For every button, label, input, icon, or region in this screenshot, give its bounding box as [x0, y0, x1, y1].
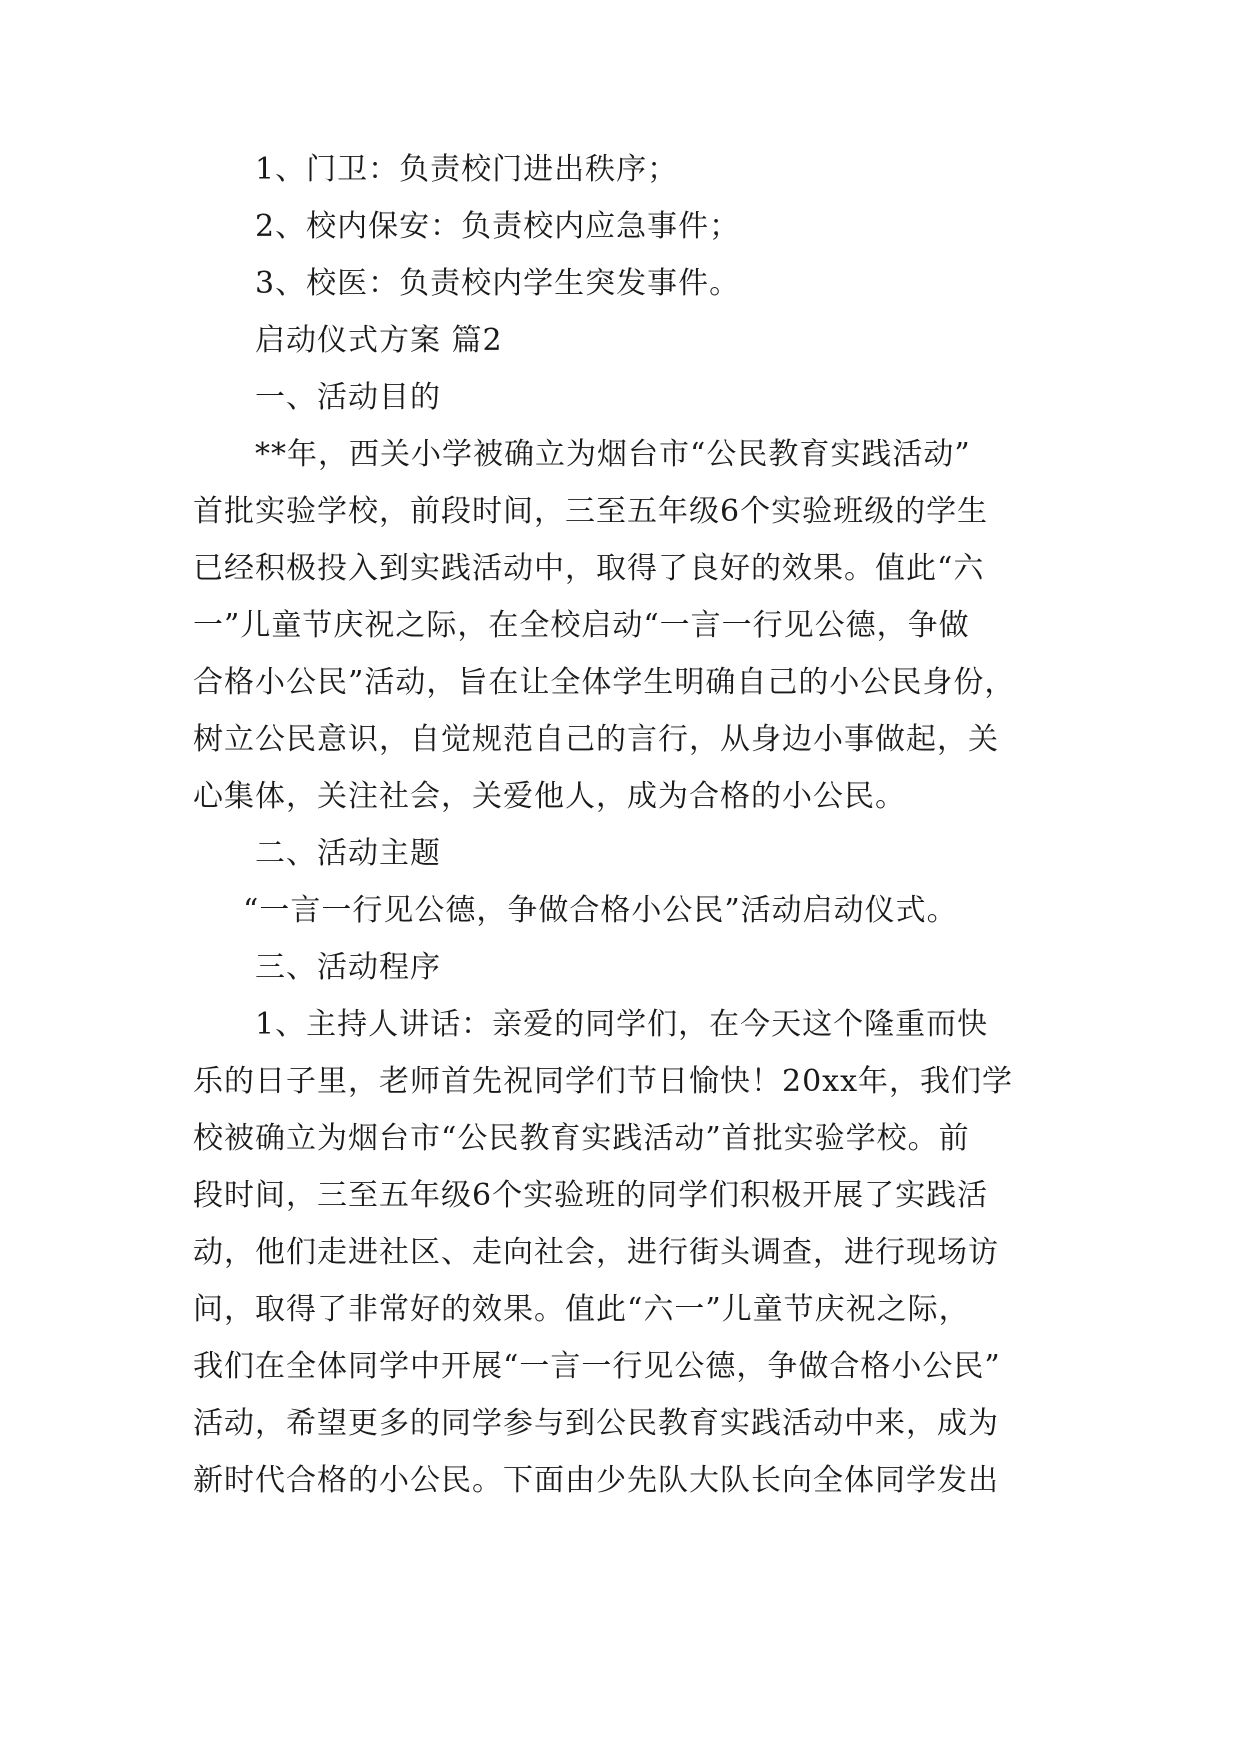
- paragraph-line: 合格小公民”活动，旨在让全体学生明确自己的小公民身份，: [193, 665, 1016, 700]
- list-item-doctor: 3、校医：负责校内学生突发事件。: [255, 266, 741, 301]
- paragraph-line: 段时间，三至五年级6个实验班的同学们积极开展了实践活: [193, 1178, 989, 1213]
- paragraph-line: 一”儿童节庆祝之际，在全校启动“一言一行见公德，争做: [193, 608, 970, 643]
- list-item-guard: 1、门卫：负责校门进出秩序；: [255, 152, 679, 187]
- paragraph-line: 动，他们走进社区、走向社会，进行街头调查，进行现场访: [193, 1235, 999, 1270]
- paragraph-line: 新时代合格的小公民。下面由少先队大队长向全体同学发出: [193, 1463, 999, 1498]
- theme-text: “一言一行见公德，争做合格小公民”活动启动仪式。: [243, 893, 958, 928]
- paragraph-line: 1、主持人讲话：亲爱的同学们，在今天这个隆重而快: [255, 1007, 989, 1042]
- paragraph-line: 首批实验学校，前段时间，三至五年级6个实验班级的学生: [193, 494, 989, 529]
- heading-purpose: 一、活动目的: [255, 380, 441, 415]
- paragraph-line: 乐的日子里，老师首先祝同学们节日愉快！20xx年，我们学: [193, 1064, 1014, 1099]
- paragraph-line: **年，西关小学被确立为烟台市“公民教育实践活动”: [255, 437, 971, 472]
- paragraph-line: 我们在全体同学中开展“一言一行见公德，争做合格小公民”: [193, 1349, 1001, 1384]
- paragraph-line: 已经积极投入到实践活动中，取得了良好的效果。值此“六: [193, 551, 985, 586]
- list-item-security: 2、校内保安：负责校内应急事件；: [255, 209, 741, 244]
- paragraph-line: 树立公民意识，自觉规范自己的言行，从身边小事做起，关: [193, 722, 999, 757]
- paragraph-line: 活动，希望更多的同学参与到公民教育实践活动中来，成为: [193, 1406, 999, 1441]
- heading-procedure: 三、活动程序: [255, 950, 441, 985]
- section-title: 启动仪式方案 篇2: [255, 323, 503, 358]
- heading-theme: 二、活动主题: [255, 836, 441, 871]
- paragraph-line: 校被确立为烟台市“公民教育实践活动”首批实验学校。前: [193, 1121, 970, 1156]
- paragraph-line: 问，取得了非常好的效果。值此“六一”儿童节庆祝之际，: [193, 1292, 970, 1327]
- paragraph-line: 心集体，关注社会，关爱他人，成为合格的小公民。: [193, 779, 906, 814]
